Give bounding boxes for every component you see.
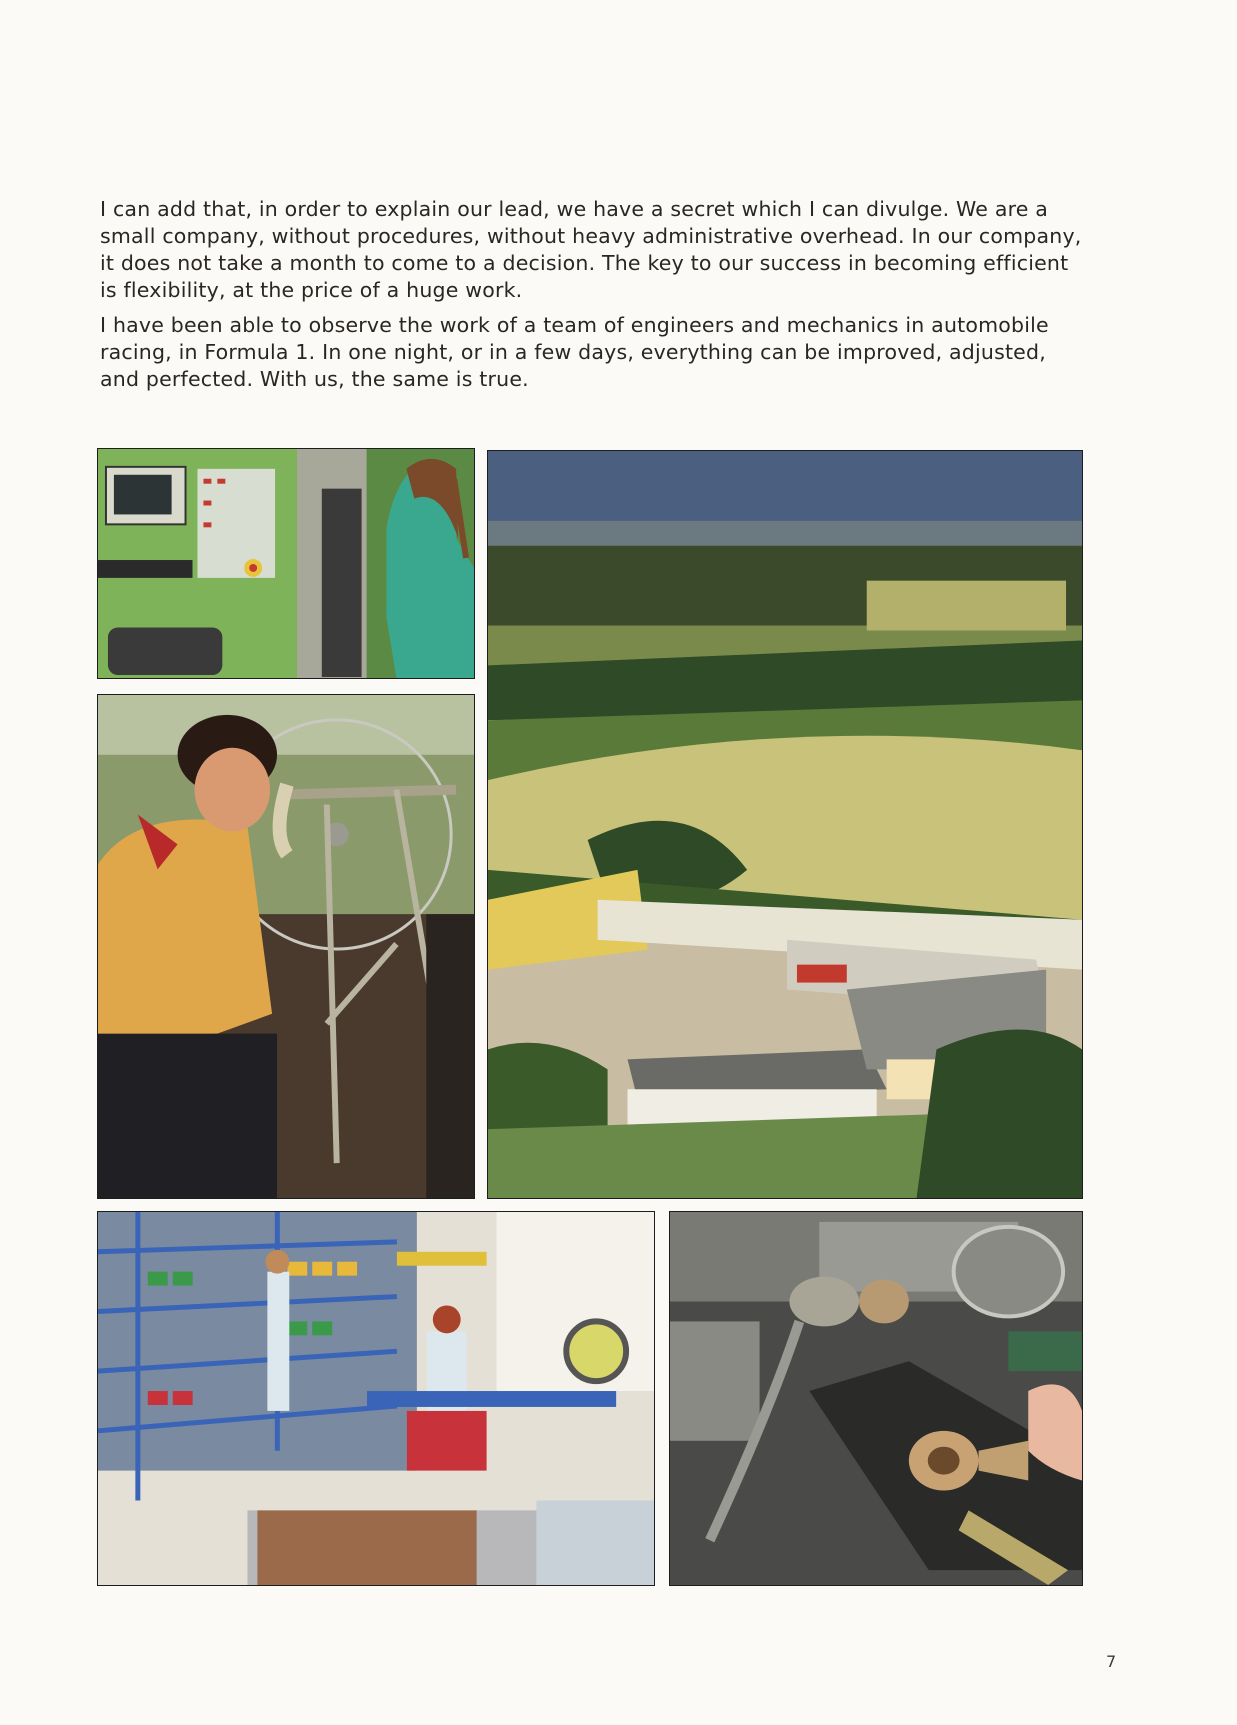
paragraph-1: I can add that, in order to explain our lead, we have a secret which I can divulge. We are a small company, without procedures, without heavy administrative overhead. In our company, it does not take a month to come to a decision. The key to our success in becoming efficient is flexibility, at the price of a huge work.	[100, 197, 1082, 302]
page-number: 7	[1106, 1652, 1117, 1671]
photo-cnc-operator	[97, 448, 475, 679]
body-text	[100, 196, 1090, 401]
paragraph-2: I have been able to observe the work of a team of engineers and mechanics in automobile racing, in Formula 1. In one night, or in a few days, everything can be improved, adjusted, and perfected. With us, the same is true.	[100, 313, 1049, 391]
photo-workshop	[97, 1211, 655, 1586]
photo-bicycle-mechanic	[97, 694, 475, 1199]
photo-aerial-factory	[487, 450, 1083, 1199]
photo-lathe-machining	[669, 1211, 1083, 1586]
